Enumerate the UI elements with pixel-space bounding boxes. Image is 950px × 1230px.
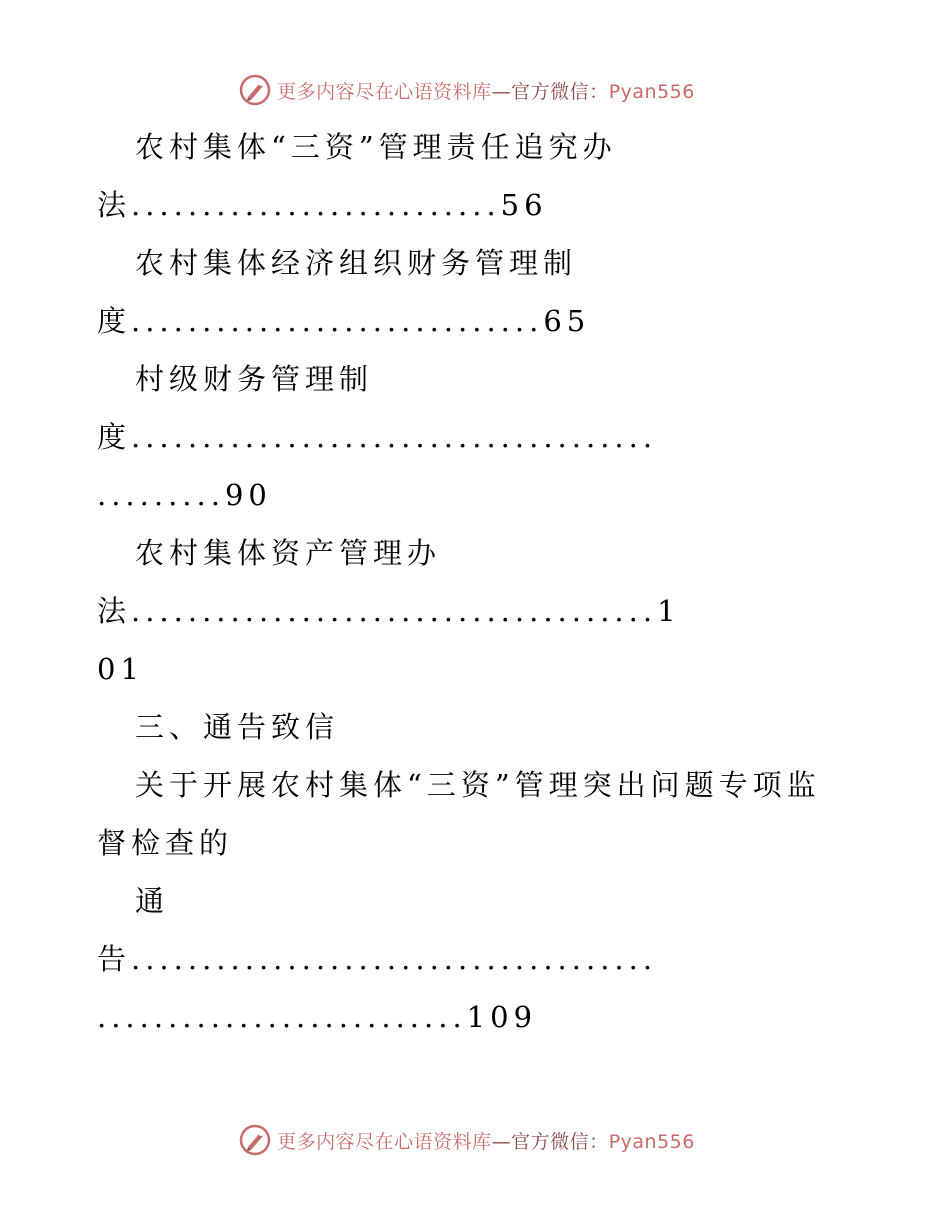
banner-inner	[239, 1124, 695, 1156]
pen-logo-icon	[239, 74, 271, 106]
banner-text: 更多内容尽在心语资料库—官方微信：Pyan556	[277, 80, 695, 103]
header-watermark-banner	[0, 70, 950, 110]
banner-text: 更多内容尽在心语资料库—官方微信：Pyan556	[277, 1130, 695, 1153]
banner-inner	[239, 74, 695, 106]
toc-line: 通	[135, 884, 170, 918]
toc-line: 法.....................................1	[97, 594, 681, 628]
toc-line: 度.....................................	[97, 420, 658, 454]
toc-line: 农村集体“三资”管理责任追究办	[135, 130, 617, 164]
footer-watermark-banner	[0, 1120, 950, 1160]
toc-line: 关于开展农村集体“三资”管理突出问题专项监	[135, 768, 821, 802]
toc-line: 三、通告致信	[135, 710, 340, 744]
toc-line: ..........................109	[97, 1000, 538, 1034]
toc-line: 度.............................65	[97, 304, 591, 338]
toc-line: 农村集体经济组织财务管理制	[135, 246, 578, 280]
toc-line: 01	[97, 652, 144, 686]
toc-line: 法..........................56	[97, 188, 548, 222]
table-of-contents	[97, 118, 857, 1046]
pen-logo-icon	[239, 1124, 271, 1156]
toc-line: 农村集体资产管理办	[135, 536, 442, 570]
toc-line: 督检查的	[97, 826, 234, 860]
toc-line: 村级财务管理制	[135, 362, 374, 396]
toc-line: .........90	[97, 478, 272, 512]
toc-line: 告.....................................	[97, 942, 658, 976]
